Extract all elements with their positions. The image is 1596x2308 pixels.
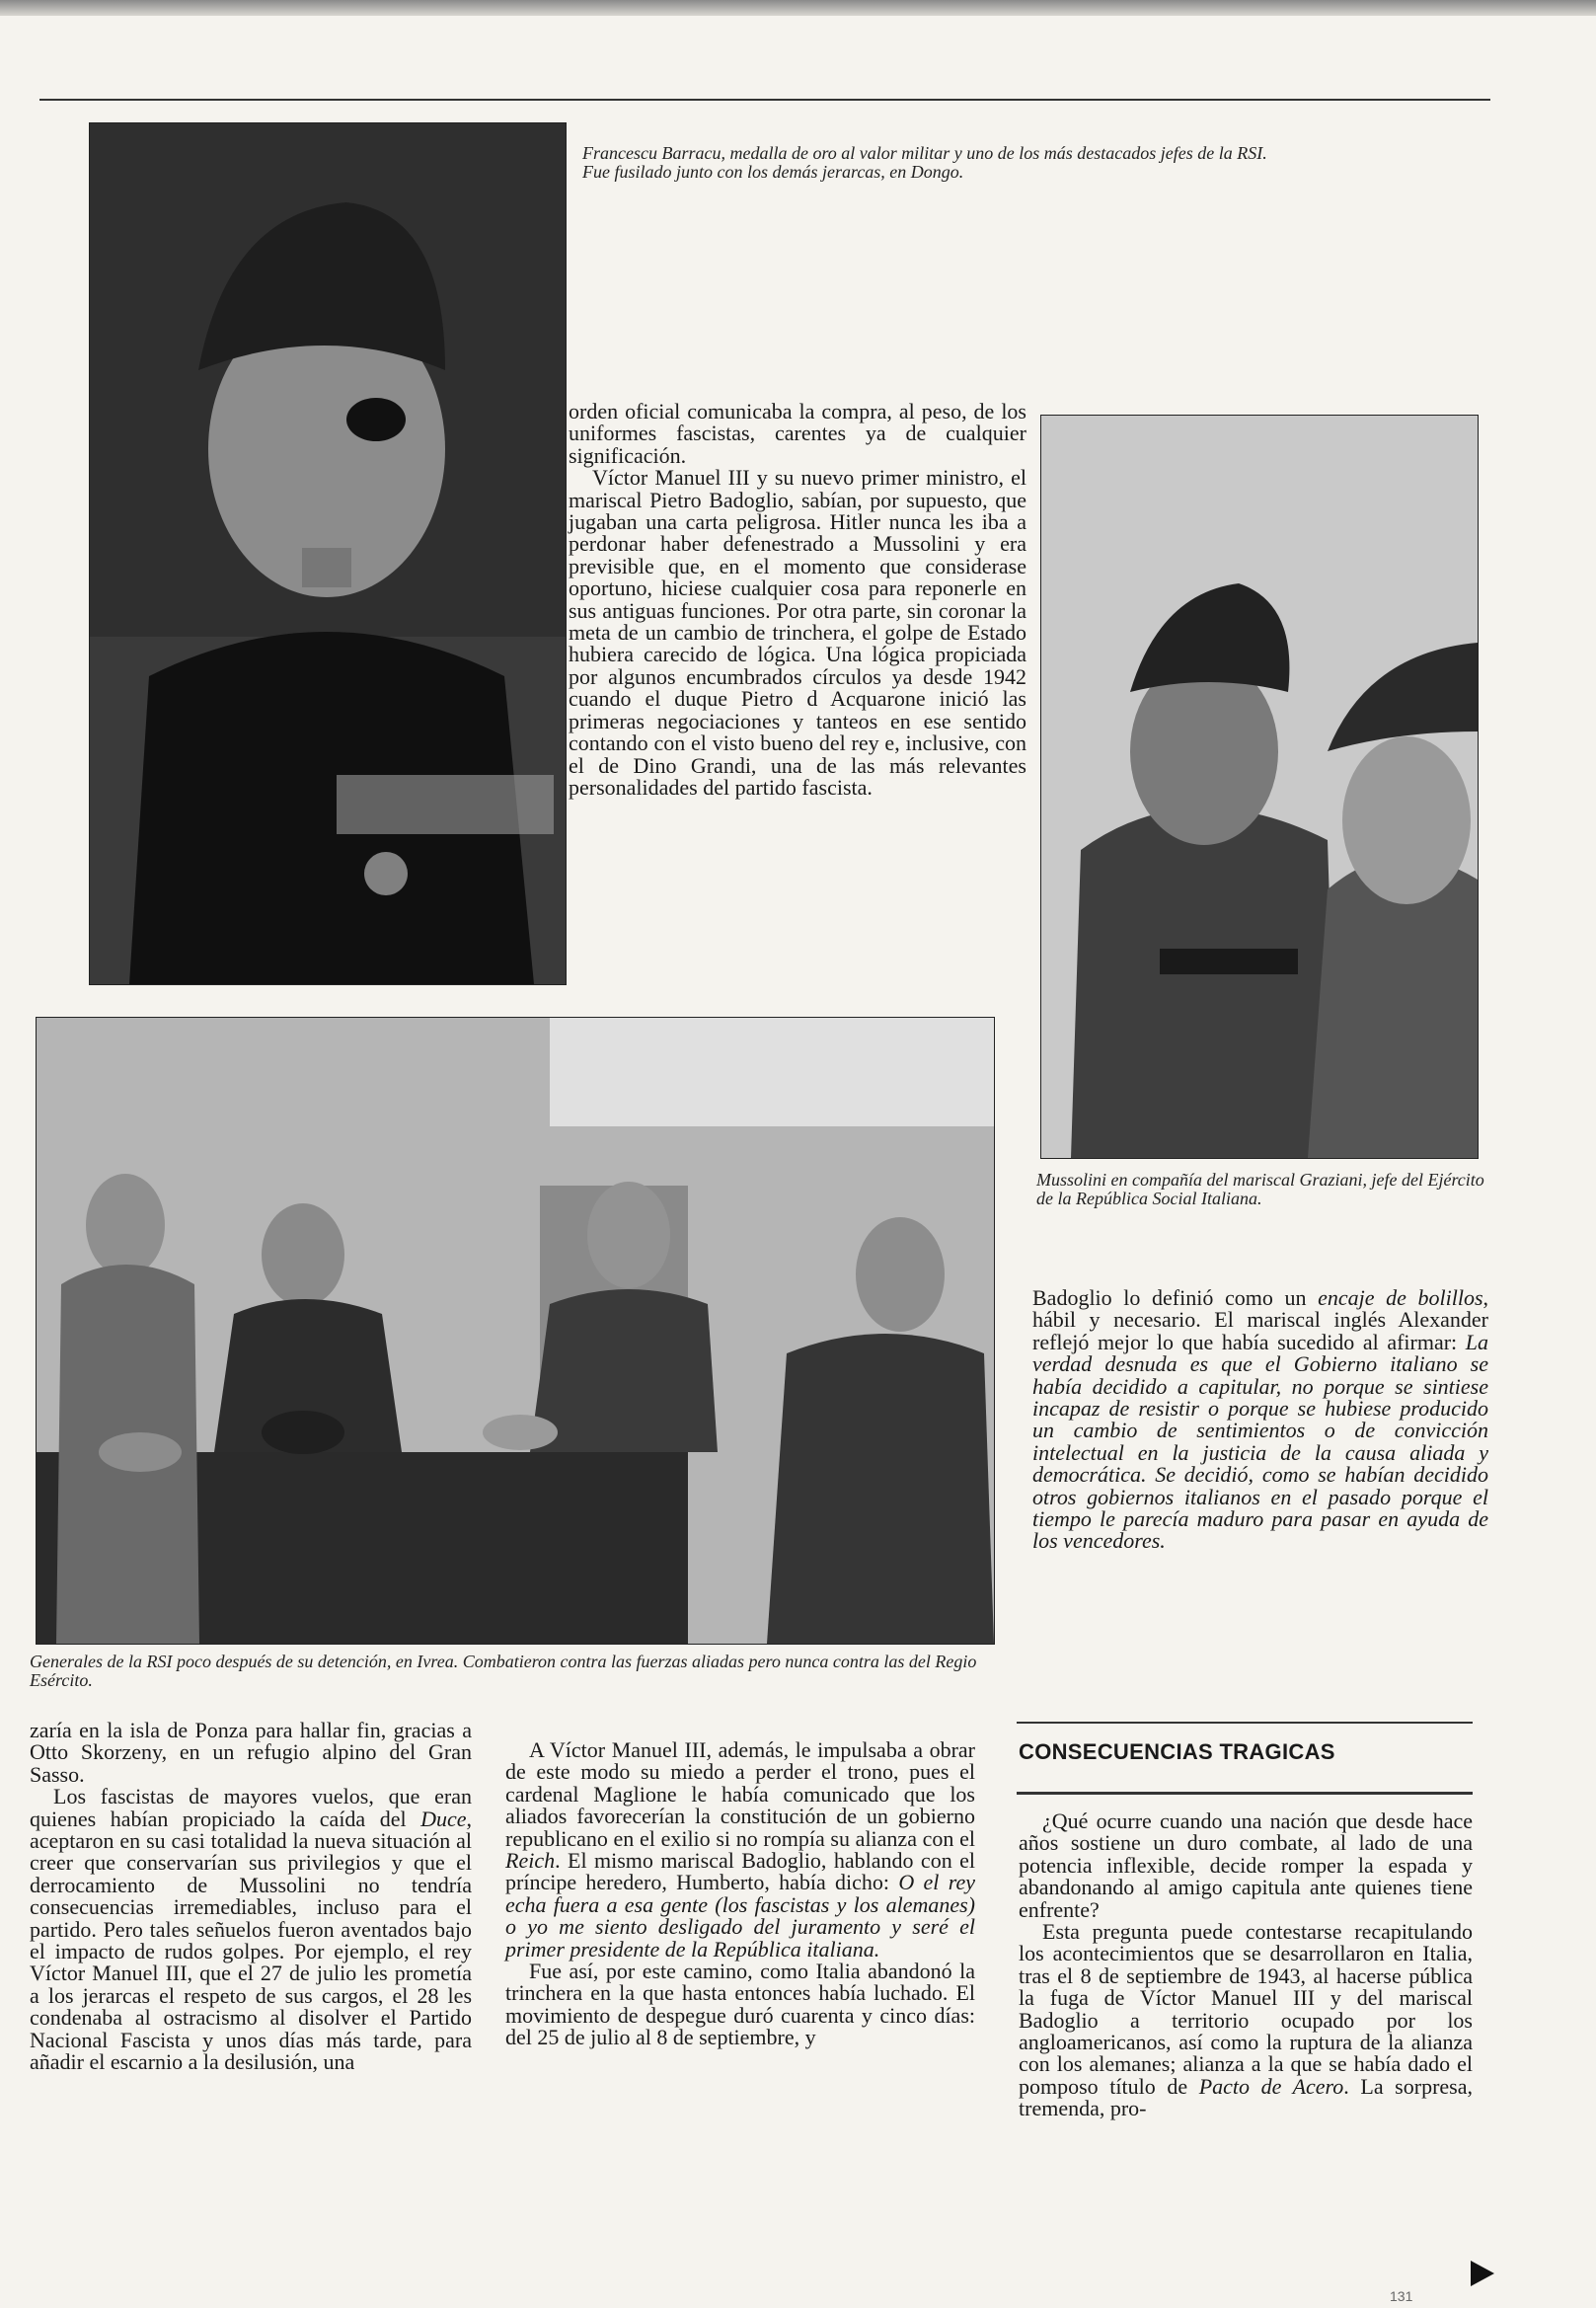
right-arrow-icon <box>1471 2261 1494 2286</box>
page-number: 131 <box>1390 2288 1413 2304</box>
column-bottom-left <box>30 1720 472 2074</box>
page-top-edge <box>0 0 1596 16</box>
photo-mussolini-graziani <box>1040 415 1479 1159</box>
caption-generales: Generales de la RSI poco después de su detención, en Ivrea. Combatieron contra las fuerzas aliadas pero nunca contra las del Regio Esército. <box>30 1652 977 1690</box>
column-right <box>1032 1287 1488 1553</box>
paragraph: Badoglio lo definió como un encaje de bolillos, hábil y necesario. El mariscal inglés Alexander reflejó mejor lo que había sucedido al afirmar: La verdad desnuda es que el Gobierno italiano se había decidido a capitular, no porque se sintiese incapaz de resistir o porque se hubiese producido un cambio de sentimientos o de convicción intelectual en la justicia de la causa aliada y democrática. Se decidió, como se habían decidido otros gobiernos italianos en el pasado porque el tiempo le parecía maduro para pasar en ayuda de los vencedores. <box>1032 1285 1489 1554</box>
paragraph: orden oficial comunicaba la compra, al peso, de los uniformes fascistas, carentes ya de cualquier significación. <box>569 399 1026 468</box>
photo-generales-rsi <box>36 1017 995 1645</box>
caption-mussolini: Mussolini en compañía del mariscal Graziani, jefe del Ejército de la República Social Italiana. <box>1036 1170 1484 1208</box>
column-bottom-middle <box>505 1739 975 2049</box>
paragraph: Víctor Manuel III y su nuevo primer ministro, el mariscal Pietro Badoglio, sabían, por supuesto, que jugaban una carta peligrosa. Hitler nunca les iba a perdonar haber defenestrado a Mussolini y era previsible que, en el momento que considerase oportuno, hiciese cualquier cosa para reponerle en sus antiguas funciones. Por otra parte, sin coronar la meta de un cambio de trinchera, el golpe de Estado hubiera carecido de lógica. Una lógica propiciada por algunos encumbrados círculos ya desde 1942 cuando el duque Pietro d Acquarone inició las primeras negociaciones y tanteos en ese sentido contando con el visto bueno del rey e, inclusive, con el de Dino Grandi, una de las más relevantes personalidades del partido fascista. <box>569 465 1026 800</box>
paragraph: Fue así, por este camino, como Italia abandonó la trinchera en la que hasta entonces había luchado. El movimiento de despegue duró cuarenta y cinco días: del 25 de julio al 8 de septiembre, y <box>505 1959 975 2050</box>
column-top-middle <box>569 401 1026 799</box>
paragraph: A Víctor Manuel III, además, le impulsaba a obrar de este modo su miedo a perder el trono, pues el cardenal Maglione le había comunicado que los aliados favorecerían la constitución de un gobierno republicano en el exilio si no rompía su alianza con el Reich. El mismo mariscal Badoglio, hablando con el príncipe heredero, Humberto, había dicho: O el rey echa fuera a esa gente (los fascistas y los alemanes) o yo me siento desligado del juramento y seré el primer presidente de la República italiana. <box>505 1737 975 1962</box>
caption-barracu: Francescu Barracu, medalla de oro al valor militar y uno de los más destacados jefes de la RSI. Fue fusilado junto con los demás jerarcas, en Dongo. <box>582 143 1267 182</box>
section-heading: CONSECUENCIAS TRAGICAS <box>1019 1739 1335 1764</box>
paragraph: ¿Qué ocurre cuando una nación que desde hace años sostiene un duro combate, al lado de una potencia inflexible, decide romper la espada y abandonando al amigo capitula ante quienes tiene enfrente? <box>1019 1808 1473 1922</box>
section-rule-bottom <box>1017 1792 1473 1795</box>
section-rule-top <box>1017 1722 1473 1724</box>
column-bottom-right <box>1019 1810 1473 2120</box>
paragraph: Los fascistas de mayores vuelos, que eran quienes habían propiciado la caída del Duce, aceptaron en su casi totalidad la nueva situación al creer que conservarían sus privilegios y que el derrocamiento de Mussolini no tendría consecuencias irremediables, incluso para el partido. Pero tales señuelos fueron aventados bajo el impacto de rudos golpes. Por ejemplo, el rey Víctor Manuel III, que el 27 de julio les prometía a los jerarcas el respeto de sus cargos, el 28 les condenaba al ostracismo al disolver el Partido Nacional Fascista y unos días más tarde, para añadir el escarnio a la desilusión, una <box>30 1784 472 2075</box>
paragraph: Esta pregunta puede contestarse recapitulando los acontecimientos que se desarrollaron en Italia, tras el 8 de septiembre de 1943, al hacerse pública la fuga de Víctor Manuel III y del mariscal Badoglio a territorio ocupado por los angloamericanos, así como la ruptura de la alianza con los alemanes; alianza a la que se había dado el pomposo título de Pacto de Acero. La sorpresa, tremenda, pro- <box>1019 1919 1473 2121</box>
top-rule <box>39 99 1490 101</box>
photo-barracu-portrait <box>89 122 567 985</box>
paragraph: zaría en la isla de Ponza para hallar fin, gracias a Otto Skorzeny, en un refugio alpino del Gran Sasso. <box>30 1718 472 1787</box>
